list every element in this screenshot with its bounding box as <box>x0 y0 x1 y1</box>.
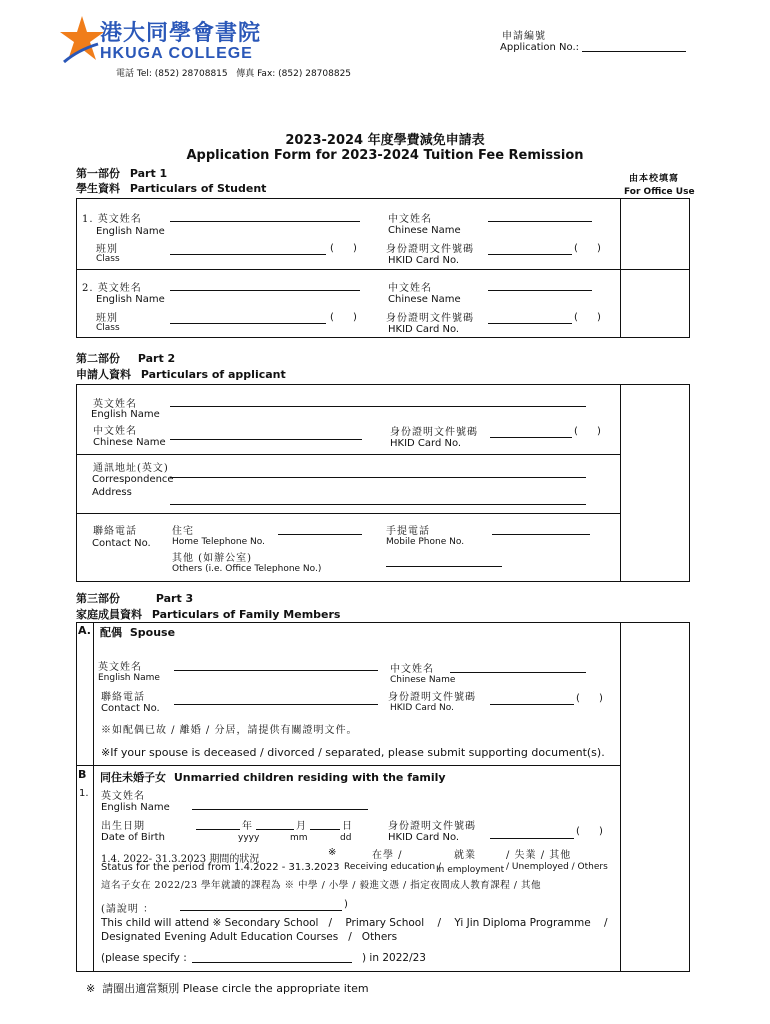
child1-dob-label-zh: 出生日期 <box>101 821 145 832</box>
applicant-hkid-field[interactable] <box>490 437 572 438</box>
others-phone-label: Others (i.e. Office Telephone No.) <box>172 564 322 574</box>
applicant-address-field-1[interactable] <box>170 477 586 478</box>
part3-subheading <box>76 606 340 622</box>
application-no-label: Application No.: <box>500 42 580 53</box>
applicant-chinese-name-label-zh: 中文姓名 <box>93 426 137 437</box>
mobile-phone-field[interactable] <box>492 534 590 535</box>
spouse-hkid-label-zh: 身份證明文件號碼 <box>388 692 476 703</box>
applicant-contact-label-zh: 聯絡電話 <box>93 526 137 537</box>
student1-chinese-name-field[interactable] <box>488 221 592 222</box>
student2-class-label-zh: 班別 <box>96 313 118 324</box>
student2-hkid-label: HKID Card No. <box>388 324 460 335</box>
part3-heading-en: Part 3 <box>155 592 194 605</box>
applicant-address-label-2: Address <box>92 487 132 498</box>
status-employment-zh: 就業 <box>454 850 476 861</box>
student2-class-paren: ( ) <box>330 312 357 323</box>
part3-sub-en: Particulars of Family Members <box>151 608 341 621</box>
logo-chinese-name: 港大同學會書院 <box>100 20 262 46</box>
spouse-english-name-field[interactable] <box>174 670 378 671</box>
applicant-english-name-field[interactable] <box>170 406 586 407</box>
part2-subheading <box>76 366 286 382</box>
applicant-address-field-2[interactable] <box>170 504 586 505</box>
applicant-hkid-paren: ( ) <box>574 426 601 437</box>
applicant-address-label-1: Correspondence <box>92 474 174 485</box>
children-label: B <box>78 768 87 781</box>
star-logo-icon <box>58 14 106 66</box>
applicant-hkid-label: HKID Card No. <box>390 438 462 449</box>
college-contact: 電話 Tel: (852) 28708815 傳真 Fax: (852) 28708825 <box>116 69 352 79</box>
student1-chinese-name-label: Chinese Name <box>388 225 461 236</box>
part1-subheading <box>76 180 266 196</box>
family-label-column <box>93 622 94 972</box>
status-unemployed-zh: / 失業 / 其他 <box>506 850 572 861</box>
child1-month-label-zh: 月 <box>296 821 307 832</box>
status-employment-option[interactable]: In employment <box>436 865 505 875</box>
family-office-divider <box>620 622 621 972</box>
child1-dd: dd <box>340 833 352 843</box>
child1-yyyy: yyyy <box>238 833 260 843</box>
spouse-note-en: ※If your spouse is deceased / divorced / separated, please submit supporting document(s). <box>101 746 605 759</box>
child1-day-label-zh: 日 <box>342 821 353 832</box>
student2-chinese-name-label-zh: 中文姓名 <box>388 283 432 294</box>
others-phone-field[interactable] <box>386 566 502 567</box>
applicant-chinese-name-field[interactable] <box>170 439 362 440</box>
applicant-english-name-label-zh: 英文姓名 <box>93 399 137 410</box>
spouse-contact-field[interactable] <box>174 704 378 705</box>
student2-number: 2. <box>82 283 94 294</box>
child1-course-zh: 這名子女在 2022/23 學年就讀的課程為 ※ 中學 / 小學 / 毅進文憑 / 指定夜間成人教育課程 / 其他 <box>101 880 542 891</box>
child1-hkid-label: HKID Card No. <box>388 832 460 843</box>
student1-class-label-zh: 班別 <box>96 244 118 255</box>
student2-english-name-label-zh <box>82 279 142 294</box>
part2-heading-en: Part 2 <box>137 352 176 365</box>
child1-english-name-field[interactable] <box>192 809 368 810</box>
spouse-chinese-name-label-zh: 中文姓名 <box>390 664 434 675</box>
applicant-address-label-zh: 通訊地址(英文) <box>93 463 169 474</box>
student2-hkid-field[interactable] <box>488 323 572 324</box>
child1-dob-day-field[interactable] <box>310 829 340 830</box>
mobile-phone-label: Mobile Phone No. <box>386 537 465 547</box>
applicant-row-divider-2 <box>76 513 620 514</box>
student-row-divider <box>76 269 690 270</box>
application-no-field[interactable] <box>582 51 686 52</box>
student1-hkid-label: HKID Card No. <box>388 255 460 266</box>
logo-english-name: HKUGA COLLEGE <box>100 45 253 62</box>
part1-heading-en: Part 1 <box>129 167 168 180</box>
child1-course-en-2: Designated Evening Adult Education Courses / Others <box>101 931 398 943</box>
student1-eng-name-zh: 英文姓名 <box>97 214 142 225</box>
student1-class-label: Class <box>96 254 120 264</box>
child1-specify-en-end: ) in 2022/23 <box>362 952 426 964</box>
student1-hkid-field[interactable] <box>488 254 572 255</box>
student1-english-name-label: English Name <box>96 226 165 237</box>
child1-hkid-field[interactable] <box>490 838 574 839</box>
spouse-heading-zh: 配偶 <box>100 626 122 639</box>
child1-english-name-label: English Name <box>101 802 170 813</box>
home-phone-field[interactable] <box>278 534 362 535</box>
child1-english-name-label-zh: 英文姓名 <box>101 791 145 802</box>
child1-specify-en: (please specify : <box>101 952 187 964</box>
children-heading-zh: 同住未婚子女 <box>100 771 166 784</box>
children-heading <box>100 769 446 785</box>
status-school-zh: 在學 / <box>372 850 403 861</box>
student2-english-name-label: English Name <box>96 294 165 305</box>
child1-specify-zh-end: ) <box>344 899 348 910</box>
part2-heading-zh: 第二部份 <box>76 352 120 365</box>
home-phone-label-zh: 住宅 <box>172 526 194 537</box>
applicant-contact-label: Contact No. <box>92 538 151 549</box>
student2-chinese-name-field[interactable] <box>488 290 592 291</box>
applicant-hkid-label-zh: 身份證明文件號碼 <box>390 427 478 438</box>
applicant-row-divider-1 <box>76 454 620 455</box>
student1-chinese-name-label-zh: 中文姓名 <box>388 214 432 225</box>
student1-number: 1. <box>82 214 94 225</box>
spouse-heading-en: Spouse <box>129 626 176 639</box>
spouse-chinese-name-field[interactable] <box>450 672 586 673</box>
children-heading-en: Unmarried children residing with the family <box>173 771 446 784</box>
student1-hkid-label-zh: 身份證明文件號碼 <box>386 244 474 255</box>
spouse-hkid-paren: ( ) <box>576 693 603 704</box>
others-phone-label-zh: 其他 (如辦公室) <box>172 553 252 564</box>
child1-hkid-label-zh: 身份證明文件號碼 <box>388 821 476 832</box>
office-use-zh: 由本校填寫 <box>629 174 680 184</box>
spouse-hkid-label: HKID Card No. <box>390 703 454 713</box>
family-section-divider <box>76 765 620 766</box>
child1-specify-zh: (請說明 ： <box>101 904 155 915</box>
child1-dob-year-field[interactable] <box>196 829 240 830</box>
child1-hkid-paren: ( ) <box>576 826 603 837</box>
child1-course-en-1: This child will attend ※ Secondary School / Primary School / Yi Jin Diploma Programme / <box>101 917 608 929</box>
applicant-english-name-label: English Name <box>91 409 160 420</box>
part1-heading <box>76 165 167 181</box>
office-use-divider <box>620 198 621 338</box>
part3-heading-zh: 第三部份 <box>76 592 120 605</box>
spouse-contact-label-zh: 聯絡電話 <box>101 692 145 703</box>
mobile-phone-label-zh: 手提電話 <box>386 526 430 537</box>
home-phone-label: Home Telephone No. <box>172 537 265 547</box>
spouse-hkid-field[interactable] <box>490 704 574 705</box>
child1-status-label: Status for the period from 1.4.2022 - 31.3.2023 <box>101 862 340 873</box>
child1-specify-en-field[interactable] <box>192 962 352 963</box>
part2-sub-zh: 申請人資料 <box>76 368 131 381</box>
spouse-english-name-label-zh: 英文姓名 <box>98 662 142 673</box>
student1-hkid-paren: ( ) <box>574 243 601 254</box>
student2-class-label: Class <box>96 323 120 333</box>
part3-sub-zh: 家庭成員資料 <box>76 608 142 621</box>
child1-mm: mm <box>290 833 308 843</box>
spouse-note-zh: ※如配偶已故 / 離婚 / 分居，請提供有關證明文件。 <box>101 725 358 736</box>
part1-sub-en: Particulars of Student <box>129 182 267 195</box>
student2-hkid-label-zh: 身份證明文件號碼 <box>386 313 474 324</box>
part3-heading <box>76 590 193 606</box>
spouse-chinese-name-label: Chinese Name <box>390 675 456 685</box>
footer-note: ※ 請圈出適當類別 Please circle the appropriate item <box>86 982 369 995</box>
child1-year-label-zh: 年 <box>242 821 253 832</box>
student2-eng-name-zh: 英文姓名 <box>97 283 142 294</box>
student1-class-field[interactable] <box>170 254 326 255</box>
form-title-zh: 2023-2024 年度學費減免申請表 <box>285 133 485 148</box>
part1-heading-zh: 第一部份 <box>76 167 120 180</box>
status-mark: ※ <box>328 847 337 858</box>
student1-class-paren: ( ) <box>330 243 357 254</box>
spouse-label: A. <box>78 624 91 637</box>
student2-english-name-field[interactable] <box>170 290 360 291</box>
part1-sub-zh: 學生資料 <box>76 182 120 195</box>
student2-chinese-name-label: Chinese Name <box>388 294 461 305</box>
student2-class-field[interactable] <box>170 323 326 324</box>
child1-specify-zh-field[interactable] <box>180 910 342 911</box>
part2-sub-en: Particulars of applicant <box>140 368 286 381</box>
applicant-chinese-name-label: Chinese Name <box>93 437 166 448</box>
applicant-office-divider <box>620 384 621 582</box>
status-unemployed-option[interactable]: / Unemployed / Others <box>506 862 608 872</box>
spouse-heading <box>100 624 175 640</box>
part2-heading <box>76 350 175 366</box>
student1-english-name-label-zh <box>82 210 142 225</box>
child1-status-label-zh: 1.4. 2022- 31.3.2023 期間的狀況 <box>101 854 260 865</box>
child1-dob-month-field[interactable] <box>256 829 294 830</box>
office-use-en: For Office Use <box>624 187 695 197</box>
child1-dob-label: Date of Birth <box>101 832 165 843</box>
spouse-english-name-label: English Name <box>98 673 160 683</box>
student2-hkid-paren: ( ) <box>574 312 601 323</box>
child1-number: 1. <box>79 788 89 799</box>
spouse-contact-label: Contact No. <box>101 703 160 714</box>
status-school-option[interactable]: Receiving education / <box>344 862 442 872</box>
application-no-label-zh: 申請編號 <box>502 31 546 42</box>
form-title-en: Application Form for 2023-2024 Tuition Fee Remission <box>186 148 584 163</box>
student1-english-name-field[interactable] <box>170 221 360 222</box>
